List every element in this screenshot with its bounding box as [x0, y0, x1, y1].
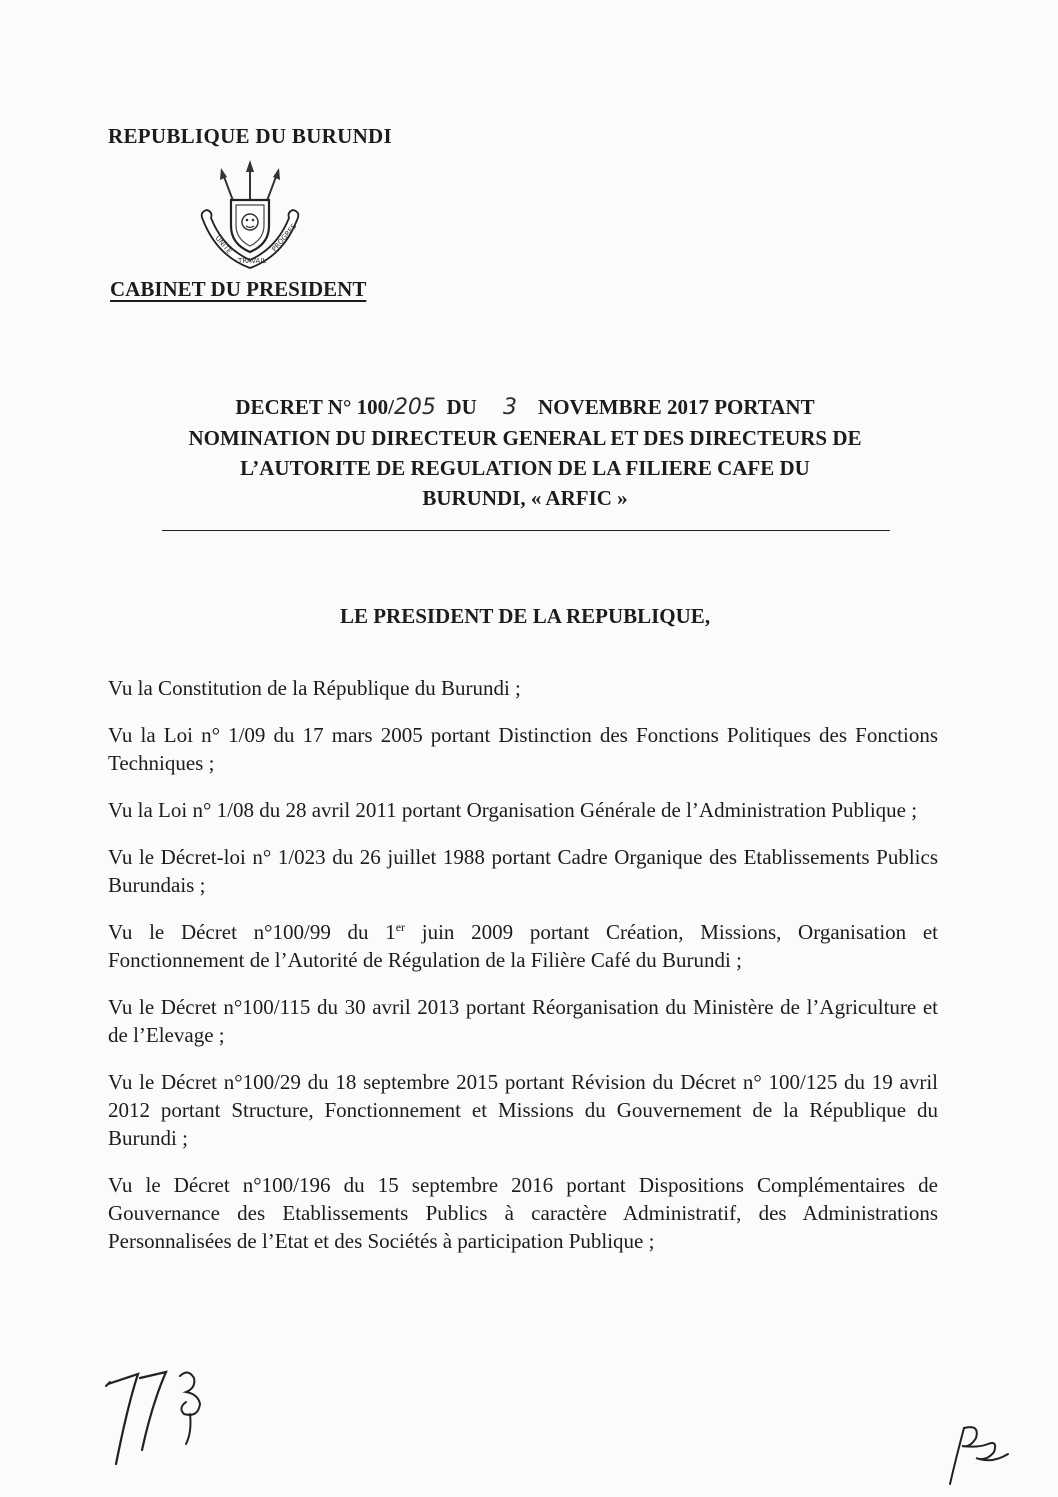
preamble-heading: LE PRESIDENT DE LA REPUBLIQUE, [339, 604, 711, 628]
visa-paragraph: Vu la Constitution de la République du Burundi ; [108, 676, 521, 700]
svg-text:UNITE: UNITE [213, 234, 234, 256]
decree-number-handwritten: 205 [393, 395, 436, 420]
visa-paragraph [108, 918, 938, 974]
decree-date-rest: NOVEMBRE 2017 PORTANT [538, 395, 815, 419]
country-heading: REPUBLIQUE DU BURUNDI [108, 124, 392, 148]
decree-number-prefix: DECRET N° 100/ [235, 395, 394, 419]
decree-du: DU [446, 395, 477, 419]
burundi-coat-of-arms-icon [193, 160, 308, 270]
visa-paragraph: Vu la Loi n° 1/09 du 17 mars 2005 portant Distinction des Fonctions Politiques des Fonctions Techniques ; [108, 723, 938, 775]
decree-title [100, 392, 950, 513]
office-heading: CABINET DU PRESIDENT [110, 277, 367, 301]
decree-day-handwritten: 3 [503, 395, 518, 420]
visa-paragraph: Vu le Décret n°100/115 du 30 avril 2013 portant Réorganisation du Ministère de l’Agriculture et de l’Elevage ; [108, 995, 938, 1047]
decree-title-line-4: BURUNDI, « ARFIC » [422, 486, 628, 510]
handwritten-paraph-icon [936, 1418, 1016, 1488]
visa-paragraph: Vu le Décret n°100/196 du 15 septembre 2016 portant Dispositions Complémentaires de Gouvernance des Etablissements Publics à caractère Administratif, des Administrations Personnalisées de l’Etat et des Sociétés à participation Publique ; [108, 1173, 938, 1253]
decree-title-line-1 [100, 392, 950, 423]
visa-paragraph: Vu le Décret-loi n° 1/023 du 26 juillet 1988 portant Cadre Organique des Etablissements Publics Burundais ; [108, 845, 938, 897]
visa-text: juin 2009 portant Création, Missions, Organisation et Fonctionnement de l’Autorité de Régulation de la Filière Café du Burundi ; [108, 920, 939, 972]
visa-paragraph: Vu le Décret n°100/29 du 18 septembre 2015 portant Révision du Décret n° 100/125 du 19 avril 2012 portant Structure, Fonctionnement et Missions du Gouvernement de la République du Burundi ; [108, 1070, 938, 1150]
visas-list [108, 674, 938, 1274]
visa-superscript: er [395, 920, 406, 934]
svg-text:PROGRES: PROGRES [270, 222, 299, 254]
decree-title-line-3: L’AUTORITE DE REGULATION DE LA FILIERE CAFE DU [240, 456, 810, 480]
svg-text:TRAVAIL: TRAVAIL [238, 257, 267, 265]
visa-text: Vu le Décret n°100/99 du 1 [108, 920, 396, 944]
decree-title-line-2: NOMINATION DU DIRECTEUR GENERAL ET DES DIRECTEURS DE [188, 426, 862, 450]
visa-paragraph: Vu la Loi n° 1/08 du 28 avril 2011 portant Organisation Générale de l’Administration Publique ; [108, 798, 918, 822]
handwritten-initials-icon [96, 1364, 226, 1474]
title-divider [162, 530, 890, 531]
